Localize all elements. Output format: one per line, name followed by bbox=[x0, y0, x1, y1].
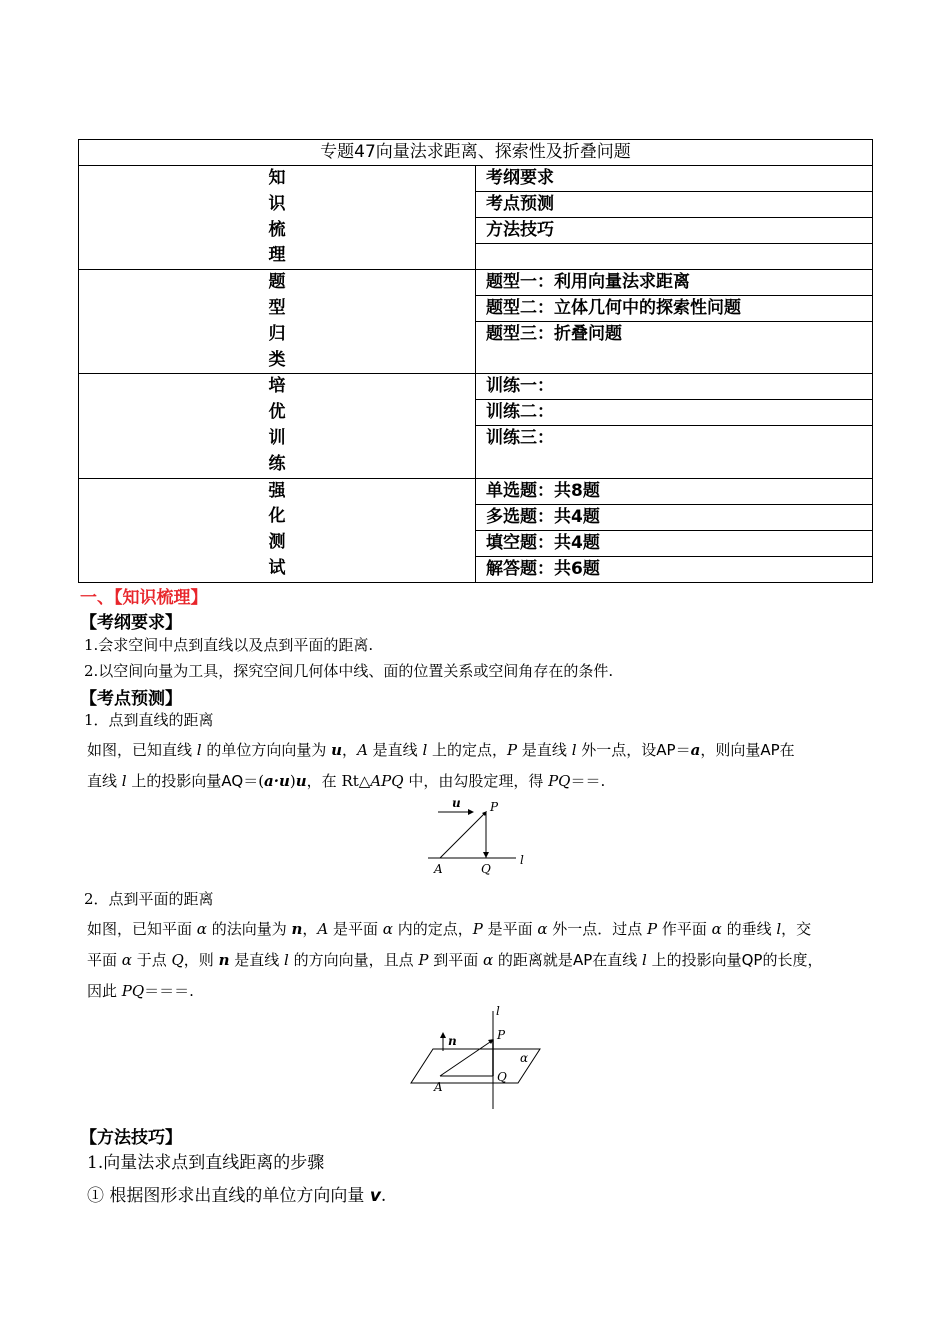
methods-heading: 【方法技巧】 bbox=[80, 1128, 182, 1148]
category-training: 培 优 训 练 bbox=[79, 374, 476, 478]
category-tests: 强 化 测 试 bbox=[79, 478, 476, 582]
point-to-plane-title: 2．点到平面的距离 bbox=[84, 890, 214, 908]
label-p: P bbox=[490, 800, 499, 814]
outline-item: 题型三：折叠问题 bbox=[476, 322, 873, 374]
outline-item: 题型一：利用向量法求距离 bbox=[476, 270, 873, 296]
paragraph-2-line-2: 平面 α 于点 Q，则 n 是直线 l 的方向向量，且点 P 到平面 α 的距离就是AP在直线 l 上的投影向量QP的长度， bbox=[87, 951, 823, 969]
paragraph-1-line-2: 直线 l 上的投影向量AQ＝(a·u)u，在 Rt△APQ 中，由勾股定理，得 PQ＝＝. bbox=[87, 772, 606, 790]
label-q: Q bbox=[497, 1070, 507, 1084]
outline-item: 多选题：共4题 bbox=[476, 504, 873, 530]
arrowhead-icon bbox=[483, 852, 489, 858]
point-to-line-title: 1．点到直线的距离 bbox=[84, 711, 214, 729]
outline-item: 填空题：共4题 bbox=[476, 530, 873, 556]
paragraph-2-line-3: 因此 PQ＝＝＝. bbox=[87, 982, 194, 1000]
label-q: Q bbox=[481, 862, 491, 876]
label-l: l bbox=[496, 1004, 500, 1018]
arrowhead-icon bbox=[440, 1032, 446, 1038]
paragraph-1-line-1: 如图，已知直线 l 的单位方向向量为 u，A 是直线 l 上的定点，P 是直线 l 外一点，设AP＝a，则向量AP在 bbox=[87, 741, 795, 759]
outline-item: 考纲要求 bbox=[476, 166, 873, 192]
segment-ap bbox=[440, 812, 486, 858]
outline-title: 专题47向量法求距离、探索性及折叠问题 bbox=[79, 140, 873, 166]
predictions-heading: 【考点预测】 bbox=[80, 689, 182, 709]
section-heading: 一、【知识梳理】 bbox=[80, 588, 208, 608]
category-knowledge: 知 识 梳 理 bbox=[79, 166, 476, 270]
label-a: A bbox=[434, 1080, 443, 1094]
label-u: u bbox=[452, 796, 461, 810]
method-step-1: ① 根据图形求出直线的单位方向向量 v. bbox=[87, 1186, 387, 1206]
label-a: A bbox=[434, 862, 443, 876]
outline-item: 考点预测 bbox=[476, 192, 873, 218]
category-question-types: 题 型 归 类 bbox=[79, 270, 476, 374]
outline-item: 训练二： bbox=[476, 400, 873, 426]
outline-item: 单选题：共8题 bbox=[476, 478, 873, 504]
outline-requirements-heading: 【考纲要求】 bbox=[80, 613, 182, 633]
outline-item: 题型二：立体几何中的探索性问题 bbox=[476, 296, 873, 322]
point-to-line-figure bbox=[420, 795, 540, 880]
label-p: P bbox=[497, 1028, 506, 1042]
outline-item: 训练三： bbox=[476, 426, 873, 478]
paragraph-2-line-1: 如图，已知平面 α 的法向量为 n，A 是平面 α 内的定点，P 是平面 α 外一点．过点 P 作平面 α 的垂线 l，交 bbox=[87, 920, 812, 938]
point-to-plane-figure bbox=[405, 1003, 550, 1113]
label-n: n bbox=[448, 1034, 457, 1048]
outline-item: 方法技巧 bbox=[476, 218, 873, 244]
requirement-1: 1.会求空间中点到直线以及点到平面的距离. bbox=[84, 636, 374, 654]
requirement-2: 2.以空间向量为工具，探究空间几何体中线、面的位置关系或空间角存在的条件. bbox=[84, 662, 614, 680]
outline-item: 训练一： bbox=[476, 374, 873, 400]
arrowhead-icon bbox=[468, 809, 474, 815]
label-l: l bbox=[520, 853, 524, 867]
outline-item bbox=[476, 244, 873, 270]
outline-item: 解答题：共6题 bbox=[476, 556, 873, 582]
label-alpha: α bbox=[520, 1051, 529, 1065]
outline-table bbox=[78, 139, 873, 583]
method-step-title: 1.向量法求点到直线距离的步骤 bbox=[87, 1153, 325, 1173]
